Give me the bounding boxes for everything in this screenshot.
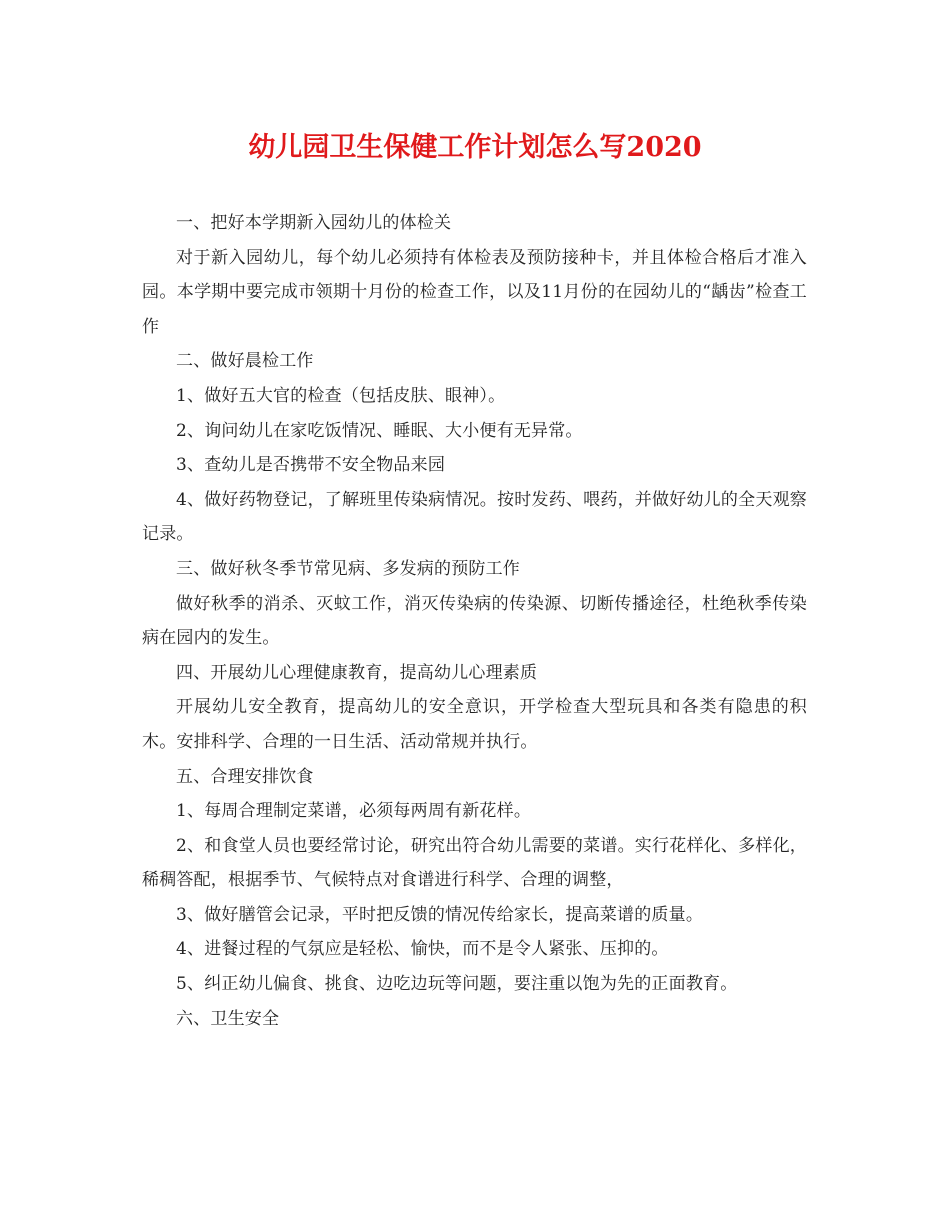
- list-item: 4、做好药物登记，了解班里传染病情况。按时发药、喂药，并做好幼儿的全天观察记录。: [142, 489, 807, 545]
- list-item: 5、纠正幼儿偏食、挑食、边吃边玩等问题，要注重以饱为先的正面教育。: [176, 974, 738, 995]
- section-heading: 四、开展幼儿心理健康教育，提高幼儿心理素质: [176, 662, 538, 683]
- list-item: 2、和食堂人员也要经常讨论，研究出符合幼儿需要的菜谱。实行花样化、多样化，稀稠答配，根据季节、气候特点对食谱进行科学、合理的调整，: [142, 835, 807, 891]
- document-body: [142, 206, 807, 1036]
- section-heading: 一、把好本学期新入园幼儿的体检关: [176, 213, 452, 233]
- paragraph: 做好秋季的消杀、灭蚊工作，消灭传染病的传染源、切断传播途径，杜绝秋季传染病在园内的发生。: [142, 593, 807, 649]
- section-heading: 五、合理安排饮食: [176, 766, 314, 787]
- paragraph: 对于新入园幼儿，每个幼儿必须持有体检表及预防接种卡，并且体检合格后才准入园。本学期中要完成市领期十月份的检查工作，以及11月份的在园幼儿的“龋齿”检查工作: [142, 247, 807, 337]
- section-heading: 三、做好秋冬季节常见病、多发病的预防工作: [176, 558, 520, 579]
- list-item: 1、每周合理制定菜谱，必须每两周有新花样。: [176, 801, 532, 822]
- list-item: 2、询问幼儿在家吃饭情况、睡眠、大小便有无异常。: [176, 420, 583, 441]
- list-item: 4、进餐过程的气氛应是轻松、愉快，而不是令人紧张、压抑的。: [176, 939, 669, 960]
- list-item: 3、做好膳管会记录，平时把反馈的情况传给家长，提高菜谱的质量。: [176, 904, 704, 925]
- paragraph: 开展幼儿安全教育，提高幼儿的安全意识，开学检查大型玩具和各类有隐患的积木。安排科学、合理的一日生活、活动常规并执行。: [142, 697, 807, 752]
- section-heading: 二、做好晨检工作: [176, 351, 314, 372]
- section-heading: 六、卫生安全: [176, 1008, 280, 1029]
- document-title: 幼儿园卫生保健工作计划怎么写2020: [248, 132, 702, 163]
- list-item: 3、查幼儿是否携带不安全物品来园: [176, 455, 446, 476]
- list-item: 1、做好五大官的检查（包括皮肤、眼神）。: [176, 385, 506, 406]
